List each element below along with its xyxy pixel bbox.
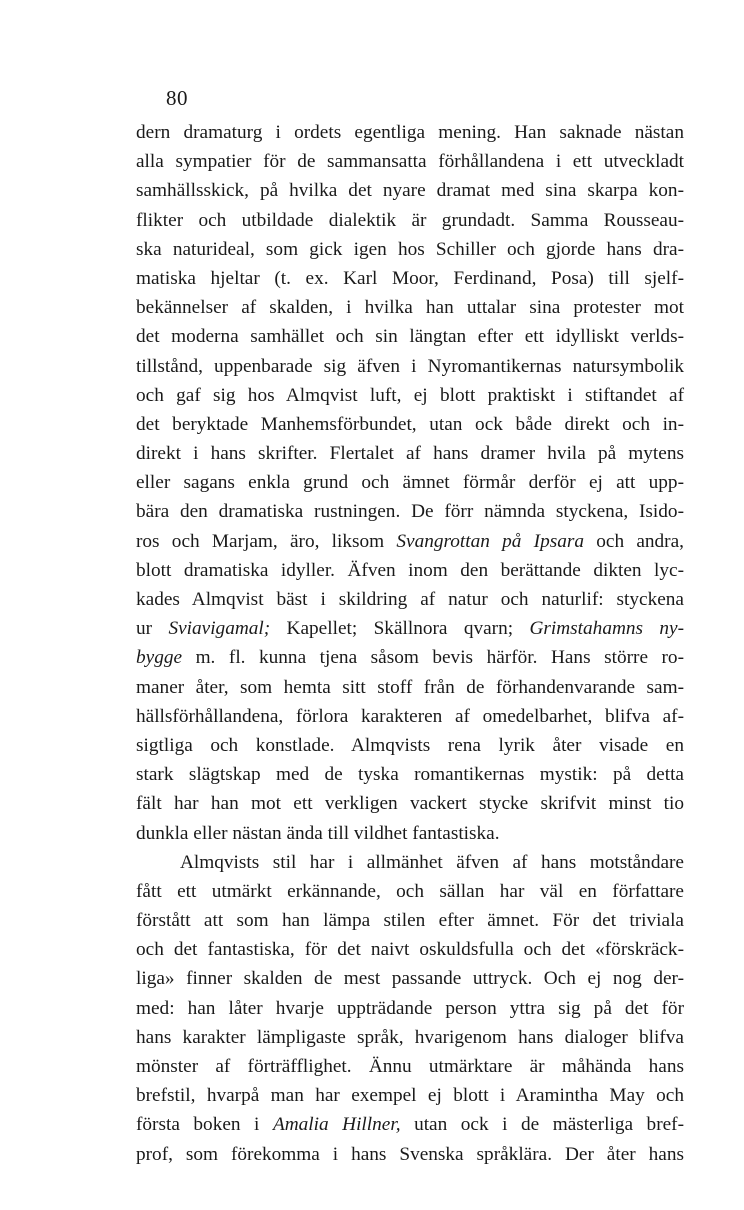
- text-line: mönster af förträfflighet. Ännu utmärktare är måhända hans: [136, 1056, 684, 1077]
- text-line: med: han låter hvarje uppträdande person yttra sig på det för: [136, 997, 684, 1019]
- text-line: samhällsskick, på hvilka det nyare dramat med sina skarpa kon-: [136, 180, 684, 202]
- text-line: förstått att som han lämpa stilen efter ämnet. För det triviala: [136, 910, 684, 932]
- text-line: dern dramaturg i ordets egentliga mening. Han saknade nästan: [136, 122, 684, 143]
- text-line: flikter och utbildade dialektik är grundadt. Samma Rousseau-: [136, 209, 684, 231]
- text-line: ska naturideal, som gick igen hos Schiller och gjorde hans dra-: [136, 238, 684, 260]
- text-line: tillstånd, uppenbarade sig äfven i Nyromantikernas natursymbolik: [136, 355, 684, 377]
- text-line: fält har han mot ett verkligen vackert stycke skrifvit minst tio: [136, 793, 684, 815]
- text-line: hans karakter lämpligaste språk, hvarigenom hans dialoger blifva: [136, 1026, 684, 1048]
- text-line: brefstil, hvarpå man har exempel ej blott i Aramintha May och: [136, 1085, 684, 1107]
- body-text: [136, 118, 684, 1169]
- text-line: bekännelser af skalden, i hvilka han uttalar sina protester mot: [136, 297, 684, 319]
- text-line: blott dramatiska idyller. Äfven inom den berättande dikten lyc-: [136, 559, 684, 581]
- work-title: Sviavigamal;: [168, 618, 271, 640]
- text-line: dunkla eller nästan ända till vildhet fantastiska.: [136, 822, 500, 844]
- text-line: alla sympatier för de sammansatta förhållandena i ett utveckladt: [136, 151, 684, 173]
- text-line: matiska hjeltar (t. ex. Karl Moor, Ferdinand, Posa) till sjelf-: [136, 267, 684, 289]
- text-line: det beryktade Manhemsförbundet, utan ock både direkt och in-: [136, 413, 684, 435]
- text-segment: Kapellet; Skällnora qvarn;: [270, 618, 530, 640]
- text-line: och det fantastiska, för det naivt oskuldsfulla och det «förskräck-: [136, 939, 684, 961]
- text-line: maner åter, som hemta sitt stoff från de förhandenvarande sam-: [136, 676, 684, 698]
- work-title: Svangrottan på Ipsara: [396, 530, 585, 552]
- text-line: fått ett utmärkt erkännande, och sällan har väl en författare: [136, 880, 684, 902]
- work-title: Amalia Hillner,: [272, 1114, 401, 1136]
- text-line: kades Almqvist bäst i skildring af natur och naturlif: styckena: [136, 589, 684, 610]
- page-number: 80: [166, 86, 188, 110]
- text-line: sigtliga och konstlade. Almqvists rena lyrik åter visade en: [136, 734, 684, 756]
- text-line: Almqvists stil har i allmänhet äfven af hans motståndare: [180, 851, 684, 873]
- text-line: eller sagans enkla grund och ämnet förmår derför ej att upp-: [136, 472, 684, 494]
- work-title: Grimstahamns ny-: [529, 618, 685, 640]
- text-line: liga» finner skalden de mest passande uttryck. Och ej nog der-: [136, 968, 684, 990]
- text-segment: ur: [136, 618, 169, 640]
- text-line: [136, 1110, 684, 1139]
- text-line: stark slägtskap med de tyska romantikernas mystik: på detta: [136, 764, 684, 786]
- text-segment: första boken i: [136, 1114, 273, 1136]
- text-line: hällsförhållandena, förlora karakteren af omedelbarhet, blifva af-: [136, 705, 684, 727]
- text-segment: och andra,: [584, 530, 684, 552]
- work-title: bygge: [136, 647, 183, 669]
- text-segment: m. fl. kunna tjena såsom bevis härför. Hans större ro-: [182, 647, 684, 669]
- text-segment: utan ock i de mästerliga bref-: [400, 1114, 685, 1136]
- text-line: direkt i hans skrifter. Flertalet af hans dramer hvila på mytens: [136, 443, 684, 465]
- text-line: bära den dramatiska rustningen. De förr nämnda styckena, Isido-: [136, 501, 684, 523]
- text-line: [136, 643, 684, 672]
- text-line: [136, 614, 684, 643]
- text-line: och gaf sig hos Almqvist luft, ej blott praktiskt i stiftandet af: [136, 384, 684, 406]
- text-segment: ros och Marjam, äro, liksom: [136, 530, 397, 552]
- text-line: prof, som förekomma i hans Svenska språklära. Der åter hans: [136, 1143, 684, 1165]
- text-line: [136, 527, 684, 556]
- text-line: det moderna samhället och sin längtan efter ett idylliskt verlds-: [136, 326, 684, 348]
